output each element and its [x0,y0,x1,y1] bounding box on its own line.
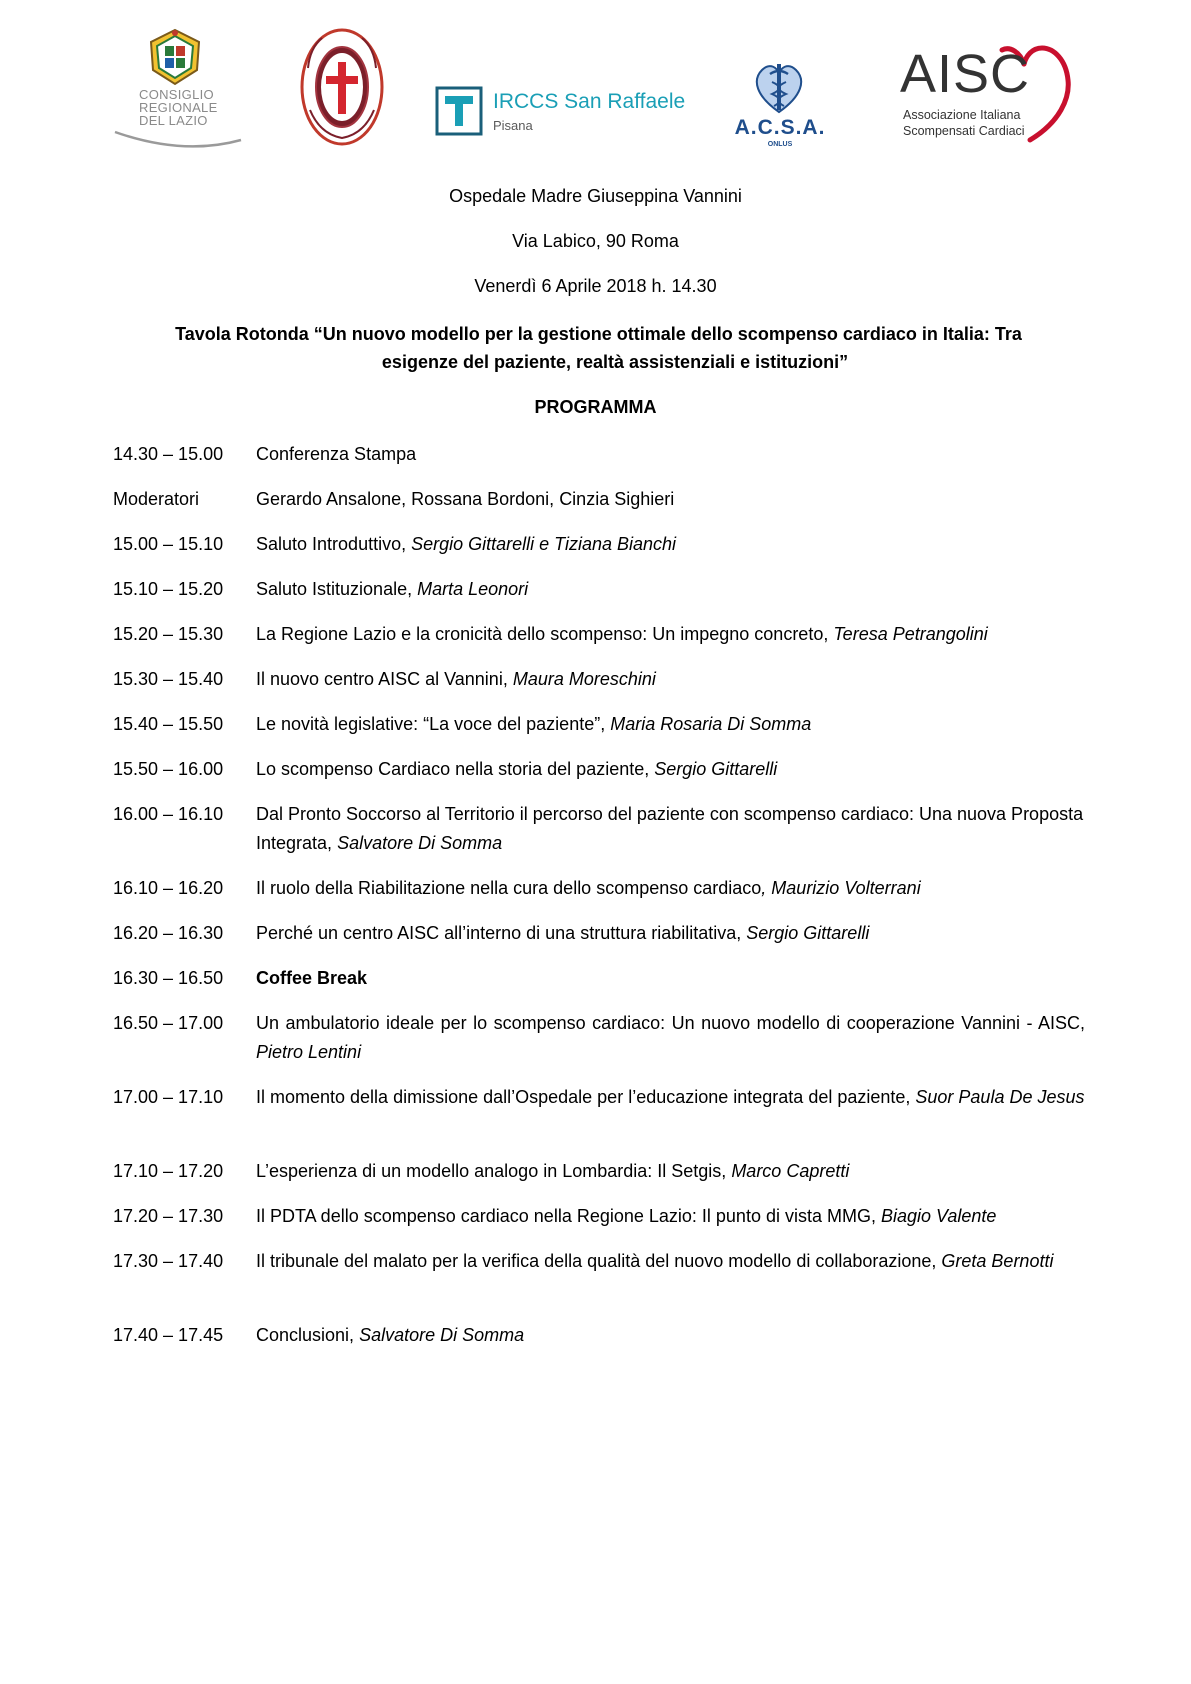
agenda-description: Il ruolo della Riabilitazione nella cura dello scompenso cardiaco, Maurizio Volterrani [256,878,921,898]
agenda-time: 15.30 – 15.40 [113,669,224,689]
programma-heading: PROGRAMMA [534,397,657,417]
agenda-time: 16.10 – 16.20 [113,878,224,898]
agenda-speaker: Marta Leonori [417,579,529,599]
agenda-speaker: Maura Moreschini [512,669,656,689]
agenda-time: 17.20 – 17.30 [113,1206,224,1226]
agenda-time: 16.30 – 16.50 [113,968,224,988]
agenda-time: 16.50 – 17.00 [113,1013,224,1033]
event-title [136,320,1061,376]
acsa-onlus-logo [725,58,835,148]
agenda-speaker: Pietro Lentini [256,1042,362,1062]
agenda-time: 15.00 – 15.10 [113,534,224,554]
irccs-san-raffaele-logo [435,86,685,142]
agenda-time: 17.30 – 17.40 [113,1251,224,1271]
agenda-speaker: Teresa Petrangolini [833,624,988,644]
agenda-description: L’esperienza di un modello analogo in Lombardia: Il Setgis, Marco Capretti [256,1161,850,1181]
agenda-description: Il nuovo centro AISC al Vannini, Maura Moreschini [256,669,656,689]
event-title-line2: esigenze del paziente, realtà assistenziali e istituzioni” [381,352,849,372]
agenda-time: 14.30 – 15.00 [113,444,224,464]
agenda-time: Moderatori [113,489,200,509]
agenda-description: Un ambulatorio ideale per lo scompenso cardiaco: Un nuovo modello di cooperazione Vannini - AISC, Pietro Lentini [256,1013,1085,1062]
agenda-description: Perché un centro AISC all’interno di una struttura riabilitativa, Sergio Gittarelli [256,923,870,943]
agenda-description: Il PDTA dello scompenso cardiaco nella Regione Lazio: Il punto di vista MMG, Biagio Valente [256,1206,997,1226]
agenda-speaker: Marco Capretti [731,1161,850,1181]
agenda-description: Il tribunale del malato per la verifica della qualità del nuovo modello di collaborazione, Greta Bernotti [256,1251,1054,1271]
event-title-line1: Tavola Rotonda “Un nuovo modello per la gestione ottimale dello scompenso cardiaco in Italia: Tra [175,324,1022,344]
aisc-subtitle-line1: Associazione Italiana [903,108,1021,122]
venue-name: Ospedale Madre Giuseppina Vannini [449,186,742,206]
agenda-speaker: Maria Rosaria Di Somma [610,714,812,734]
agenda-time: 16.20 – 16.30 [113,923,224,943]
venue-address: Via Labico, 90 Roma [512,231,679,251]
agenda-description: La Regione Lazio e la cronicità dello scompenso: Un impegno concreto, Teresa Petrangolini [256,624,988,644]
event-datetime: Venerdì 6 Aprile 2018 h. 14.30 [474,276,717,296]
agenda-time: 15.10 – 15.20 [113,579,224,599]
lazio-logo-text: CONSIGLIO REGIONALE DEL LAZIO [139,87,218,128]
agenda-description: Conferenza Stampa [256,444,417,464]
istituto-figlie-san-camillo-seal-icon [300,28,384,146]
agenda-description [256,964,1085,993]
consiglio-regionale-lazio-logo [113,28,243,148]
agenda-speaker: Greta Bernotti [941,1251,1054,1271]
agenda-time: 15.20 – 15.30 [113,624,224,644]
istituto-figlie-san-camillo-logo [300,28,384,146]
agenda-speaker: Salvatore Di Somma [337,833,503,853]
agenda-speaker: , Maurizio Volterrani [761,878,921,898]
agenda-time: 17.40 – 17.45 [113,1325,224,1345]
irccs-t-icon [435,86,483,136]
agenda-description: Saluto Istituzionale, Marta Leonori [256,579,529,599]
irccs-name: IRCCS San Raffaele [493,90,686,113]
agenda-time: 15.50 – 16.00 [113,759,224,779]
agenda-description: Gerardo Ansalone, Rossana Bordoni, Cinzia Sighieri [256,489,675,509]
acsa-name: A.C.S.A. [734,116,826,139]
agenda-speaker: Sergio Gittarelli e Tiziana Bianchi [411,534,677,554]
swoosh-icon [113,126,243,152]
agenda-description: Il momento della dimissione dall’Ospedale per l’educazione integrata del paziente, Suor Paula De Jesus [256,1087,1085,1107]
acsa-onlus: ONLUS [767,141,793,148]
agenda-time: 17.00 – 17.10 [113,1087,224,1107]
aisc-subtitle-line2: Scompensati Cardiaci [903,124,1025,138]
agenda-time: 17.10 – 17.20 [113,1161,224,1181]
logo-bar [0,0,1191,160]
agenda-speaker: Suor Paula De Jesus [915,1087,1085,1107]
agenda-description: Le novità legislative: “La voce del paziente”, Maria Rosaria Di Somma [256,714,812,734]
agenda-speaker: Salvatore Di Somma [359,1325,525,1345]
agenda-time: 15.40 – 15.50 [113,714,224,734]
agenda-description: Dal Pronto Soccorso al Territorio il percorso del paziente con scompenso cardiaco: Una nuova Proposta Integrata, Salvatore Di Somma [256,804,1084,853]
agenda-speaker: Sergio Gittarelli [654,759,778,779]
aisc-name: AISC [900,44,1031,104]
aisc-logo [900,40,1085,150]
caduceus-heart-icon [750,58,808,116]
agenda-speaker: Biagio Valente [880,1206,997,1226]
agenda-description: Saluto Introduttivo, Sergio Gittarelli e Tiziana Bianchi [256,534,677,554]
agenda-speaker: Sergio Gittarelli [746,923,870,943]
agenda-description: Conclusioni, Salvatore Di Somma [256,1325,525,1345]
irccs-subtitle: Pisana [493,118,533,133]
regione-lazio-emblem-icon [147,28,203,86]
agenda-time: 16.00 – 16.10 [113,804,224,824]
agenda-description: Lo scompenso Cardiaco nella storia del paziente, Sergio Gittarelli [256,759,778,779]
coffee-break-label: Coffee Break [256,968,368,988]
